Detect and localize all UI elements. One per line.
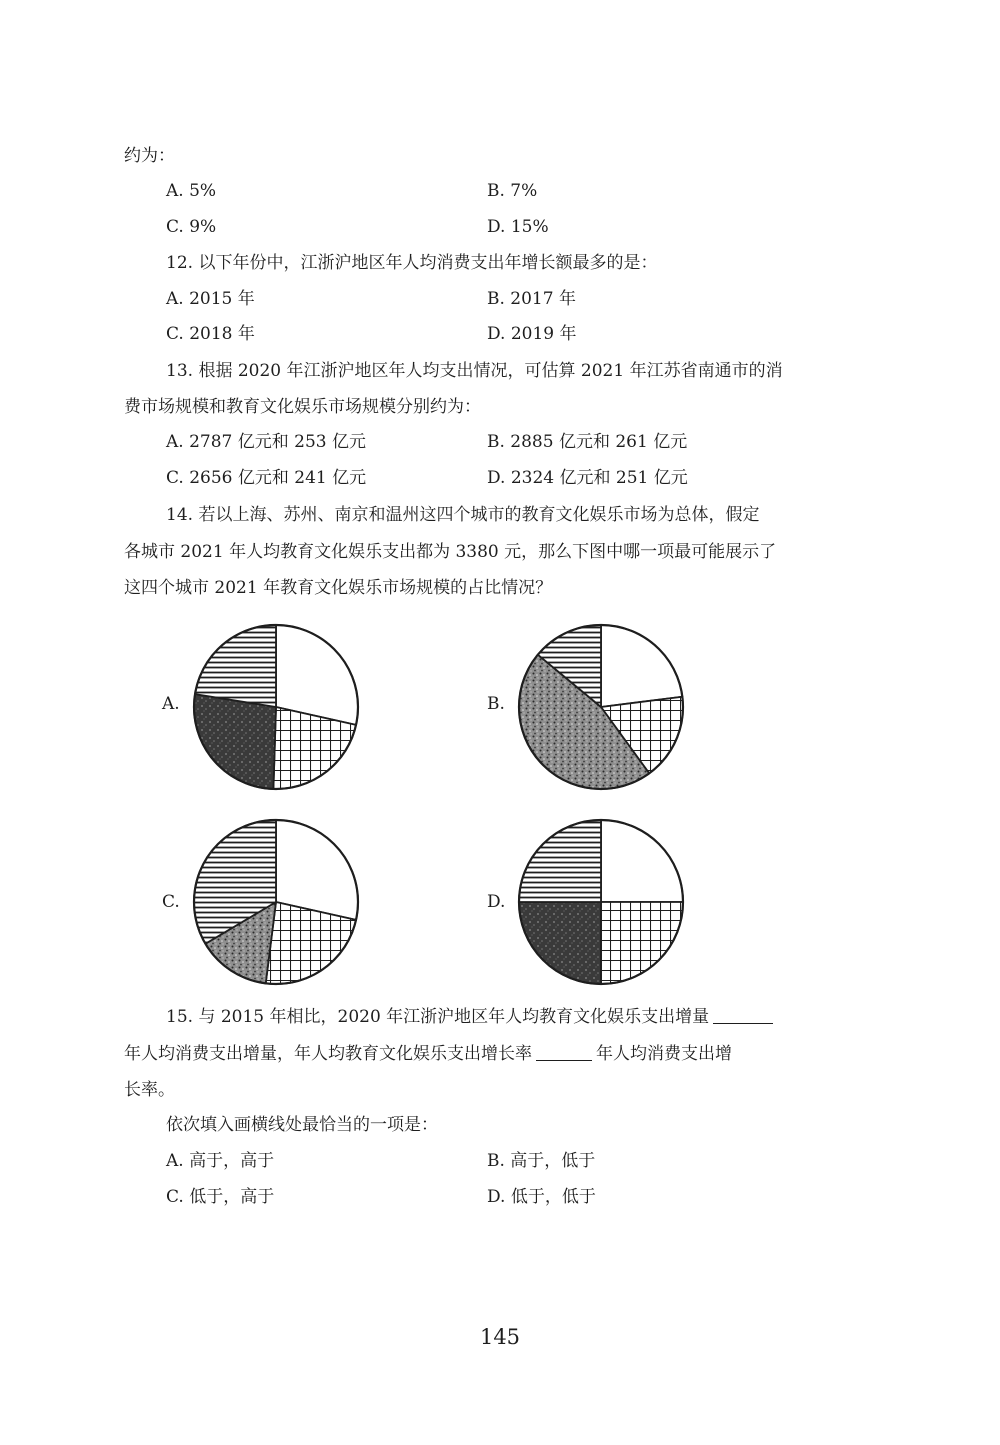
- q11-option-a: A. 5%: [166, 181, 217, 201]
- pie-a-slice-grid: [273, 707, 356, 789]
- pie-c-outline: [194, 820, 358, 984]
- q15-stem-part1: 15. 与 2015 年相比，2020 年江浙沪地区年人均教育文化娱乐支出增量: [166, 1007, 710, 1027]
- fill-blank-1: [713, 1007, 773, 1024]
- q13-stem-line2: 费市场规模和教育文化娱乐市场规模分别约为：: [124, 397, 481, 417]
- q15-option-b: B. 高于，低于: [487, 1151, 596, 1171]
- pie-d-slice-white: [601, 820, 683, 902]
- q15-stem-line2: [124, 1042, 732, 1066]
- page-number: 145: [479, 1325, 521, 1349]
- pie-label-a: A.: [162, 694, 180, 714]
- q13-stem-line1: 13. 根据 2020 年江浙沪地区年人均支出情况，可估算 2021 年江苏省南通市的消: [166, 361, 783, 381]
- q11-option-c: C. 9%: [166, 217, 217, 237]
- pie-label-c: C.: [162, 892, 180, 912]
- pie-c-slice-striped: [194, 820, 276, 944]
- q15-stem-line3: 长率。: [124, 1080, 175, 1100]
- pie-b-slice-speckled: [519, 655, 649, 789]
- pie-a-outline: [194, 625, 358, 789]
- q15-option-c: C. 低于，高于: [166, 1187, 275, 1207]
- q14-stem-line1: 14. 若以上海、苏州、南京和温州这四个城市的教育文化娱乐市场为总体，假定: [166, 505, 760, 525]
- pie-b-outline: [519, 625, 683, 789]
- q13-option-b: B. 2885 亿元和 261 亿元: [487, 432, 688, 452]
- q12-option-c: C. 2018 年: [166, 324, 255, 344]
- q12-option-a: A. 2015 年: [166, 289, 255, 309]
- pie-label-d: D.: [487, 892, 506, 912]
- pie-d-slice-striped: [519, 820, 601, 902]
- pie-d-slice-grid: [601, 902, 683, 984]
- q11-tail: 约为：: [124, 146, 175, 166]
- q15-prompt: 依次填入画横线处最恰当的一项是：: [166, 1115, 438, 1135]
- pie-c-slice-white: [276, 820, 358, 920]
- q12-option-b: B. 2017 年: [487, 289, 576, 309]
- pie-c-slice-speckled: [205, 902, 276, 983]
- q15-stem-part3: 年人均消费支出增: [596, 1044, 732, 1064]
- q13-option-c: C. 2656 亿元和 241 亿元: [166, 468, 367, 488]
- pie-d-outline: [519, 820, 683, 984]
- q15-stem-part2: 年人均消费支出增量，年人均教育文化娱乐支出增长率: [124, 1044, 532, 1064]
- q13-option-a: A. 2787 亿元和 253 亿元: [166, 432, 367, 452]
- pie-b-slice-grid: [601, 697, 683, 774]
- q15-option-a: A. 高于，高于: [166, 1151, 275, 1171]
- pie-b-slice-striped: [538, 625, 601, 707]
- q14-stem-line3: 这四个城市 2021 年教育文化娱乐市场规模的占比情况？: [124, 578, 553, 598]
- pie-c-slice-grid: [266, 902, 356, 984]
- pie-a-slice-striped: [195, 625, 276, 707]
- pie-b-slice-white: [601, 625, 682, 707]
- q14-stem-line2: 各城市 2021 年人均教育文化娱乐支出都为 3380 元，那么下图中哪一项最可能展示了: [124, 542, 777, 562]
- q11-option-b: B. 7%: [487, 181, 538, 201]
- pie-label-b: B.: [487, 694, 505, 714]
- q12-option-d: D. 2019 年: [487, 324, 577, 344]
- q15-stem-line1: [166, 1005, 777, 1029]
- fill-blank-2: [536, 1044, 592, 1061]
- q11-option-d: D. 15%: [487, 217, 549, 237]
- q12-stem: 12. 以下年份中，江浙沪地区年人均消费支出年增长额最多的是：: [166, 253, 658, 273]
- q15-option-d: D. 低于，低于: [487, 1187, 596, 1207]
- pie-d-slice-dark: [519, 902, 601, 984]
- q13-option-d: D. 2324 亿元和 251 亿元: [487, 468, 688, 488]
- pie-a-slice-dark: [194, 694, 276, 789]
- pie-a-slice-white: [276, 625, 358, 725]
